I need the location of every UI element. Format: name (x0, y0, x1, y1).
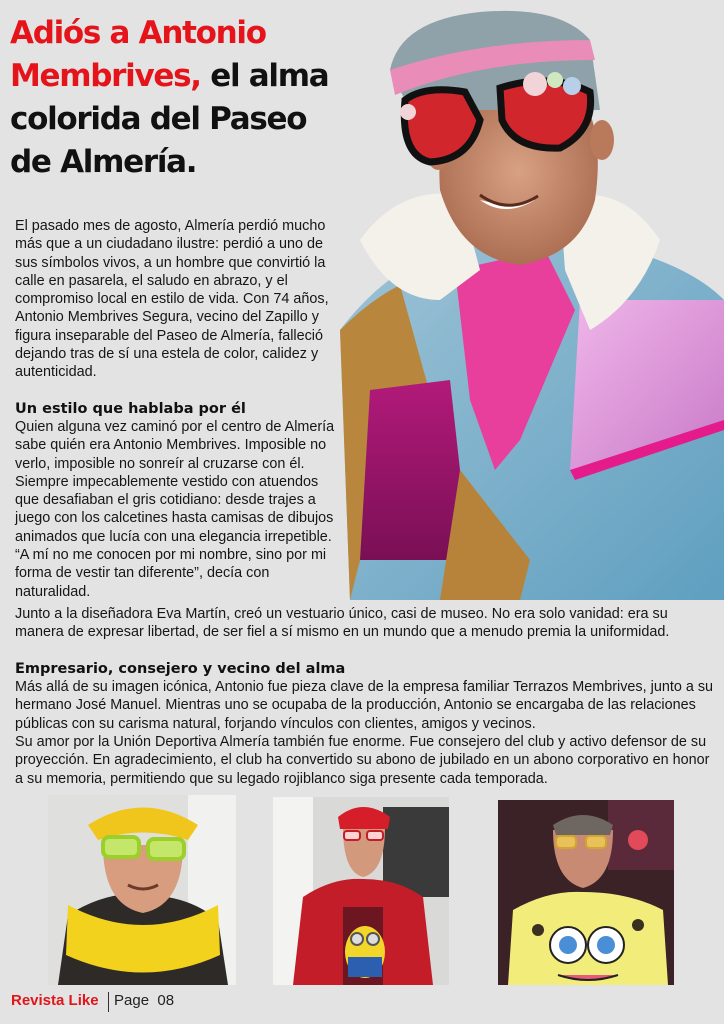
section2-paragraph: Más allá de su imagen icónica, Antonio fue pieza clave de la empresa familiar Terrazos Membrives, junto a su hermano José Manuel. Mientras uno se ocupaba de la producción, Antonio se encargaba de las relaciones públicas con su carisma natural, forjando vínculos con clientes, amigos y vecinos. (15, 679, 714, 732)
spongebob-outfit-illustration (498, 800, 674, 985)
bottom-photo-yellow-outfit (48, 795, 236, 985)
section2-heading: Empresario, consejero y vecino del alma (15, 661, 346, 677)
main-portrait-photo (330, 0, 724, 600)
yellow-outfit-illustration (48, 795, 236, 985)
title-rest: el alma colorida del Paseo de Almería. (10, 58, 329, 180)
section1-heading: Un estilo que hablaba por él (15, 401, 246, 417)
footer-brand: Revista Like (11, 992, 99, 1009)
section1-paragraph-2: Junto a la diseñadora Eva Martín, creó un vestuario único, casi de museo. No era solo vanidad: era su manera de expresar libertad, de ser fiel a sí mismo en un mundo que a menudo premia la uniformidad. (15, 606, 670, 641)
red-outfit-illustration (273, 797, 449, 985)
bottom-photo-red-outfit (273, 797, 449, 985)
footer-divider (108, 992, 109, 1012)
footer-page-number: Page 08 (114, 992, 175, 1009)
article-title (10, 12, 340, 184)
section2-paragraph-2: Su amor por la Unión Deportiva Almería también fue enorme. Fue consejero del club y activo defensor de su proyección. En agradecimiento, el club ha convertido su abono de jubilado en un abono corporativo en honor a su memoria, permitiendo que su legado rojiblanco siga presente cada temporada. (15, 734, 710, 787)
main-portrait-illustration (330, 0, 724, 600)
intro-paragraph: El pasado mes de agosto, Almería perdió mucho más que a un ciudadano ilustre: perdió a uno de sus símbolos vivos, a un hombre que convirtió la calle en pasarela, el saludo en abrazo, y el compromiso local en estilo de vida. Con 74 años, Antonio Membrives Segura, vecino del Zapillo y figura inseparable del Paseo de Almería, falleció dejando tras de sí una estela de color, calidez y autenticidad. (15, 218, 329, 381)
title-highlight: Adiós a Antonio Membrives, (10, 15, 266, 94)
bottom-photo-spongebob-outfit (498, 800, 674, 985)
section1-paragraph: Quien alguna vez caminó por el centro de Almería sabe quién era Antonio Membrives. Imposible no verlo, imposible no sonreír al cruzarse con él. Siempre impecablemente vestido con atuendos que desafiaban el gris cotidiano: desde trajes a juego con los calcetines hasta camisas de dibujos animados que lucía con una elegancia irrepetible. “A mí no me conocen por mi nombre, sino por mi forma de vestir tan diferente”, decía con naturalidad. (15, 419, 335, 600)
